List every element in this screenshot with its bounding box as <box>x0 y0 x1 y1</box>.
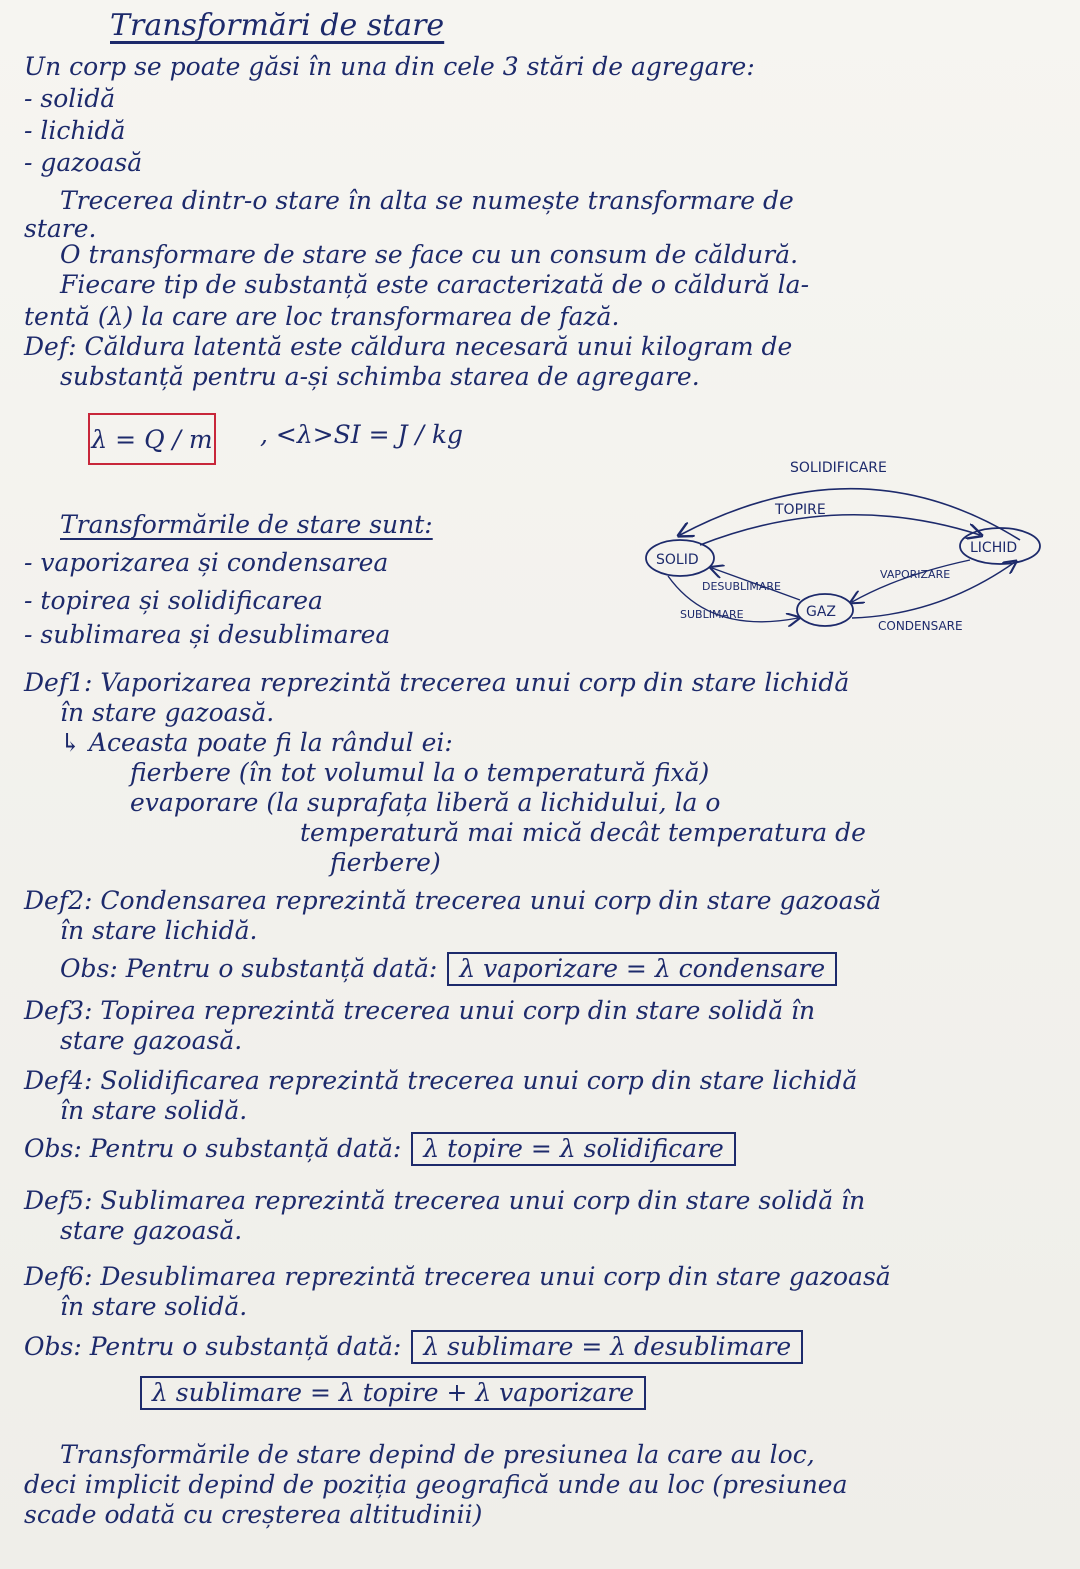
label-solidificare: SOLIDIFICARE <box>790 460 887 476</box>
arrow-topire <box>700 515 980 545</box>
label-gaz: GAZ <box>806 604 837 620</box>
state-diagram <box>640 450 1060 650</box>
def5-line: stare gazoasă. <box>60 1216 243 1245</box>
def3-line: stare gazoasă. <box>60 1026 243 1055</box>
transformations-heading: Transformările de stare sunt: <box>60 510 433 539</box>
def4-line: în stare solidă. <box>60 1096 248 1125</box>
label-lichid: LICHID <box>970 540 1018 556</box>
latent-heat-formula: λ = Q / m <box>91 424 213 454</box>
def4-line: Def4: Solidificarea reprezintă trecerea unui corp din stare lichidă <box>24 1066 858 1095</box>
obs2-formula-box: λ topire = λ solidificare <box>411 1132 735 1166</box>
closing-line: scade odată cu creșterea altitudinii) <box>24 1500 483 1529</box>
transformation-item: - vaporizarea și condensarea <box>24 548 389 577</box>
label-vaporizare: VAPORIZARE <box>880 568 951 581</box>
def3-line: Def3: Topirea reprezintă trecerea unui corp din stare solidă în <box>24 996 816 1025</box>
def1-line: ↳ Aceasta poate fi la rândul ei: <box>60 728 453 757</box>
obs1-label: Obs: Pentru o substanță dată: <box>60 954 438 983</box>
def6-line: în stare solidă. <box>60 1292 248 1321</box>
def6-line: Def6: Desublimarea reprezintă trecerea unui corp din stare gazoasă <box>24 1262 891 1291</box>
label-sublimare: SUBLIMARE <box>680 608 744 621</box>
obs1 <box>60 952 837 986</box>
def1-line: fierbere) <box>330 848 441 877</box>
obs1-formula-box: λ vaporizare = λ condensare <box>447 952 837 986</box>
paragraph-line: stare. <box>24 214 97 243</box>
sum-formula-box: λ sublimare = λ topire + λ vaporizare <box>140 1376 646 1410</box>
paragraph-line: Fiecare tip de substanță este caracterizată de o căldură la- <box>60 270 810 299</box>
state-solid: - solidă <box>24 84 116 113</box>
arrow-vaporizare <box>852 560 970 602</box>
intro-line: Un corp se poate găsi în una din cele 3 stări de agregare: <box>24 52 755 81</box>
closing-line: Transformările de stare depind de presiunea la care au loc, <box>60 1440 815 1469</box>
sum-formula <box>130 1376 646 1410</box>
def1-line: fierbere (în tot volumul la o temperatură fixă) <box>130 758 710 787</box>
label-desublimare: DESUBLIMARE <box>702 580 781 593</box>
obs2 <box>24 1132 736 1166</box>
state-liquid: - lichidă <box>24 116 126 145</box>
obs3 <box>24 1330 803 1364</box>
def1-line: evaporare (la suprafața liberă a lichidului, la o <box>130 788 721 817</box>
state-gas: - gazoasă <box>24 148 143 177</box>
def1-line: Def1: Vaporizarea reprezintă trecerea unui corp din stare lichidă <box>24 668 850 697</box>
obs3-formula-box: λ sublimare = λ desublimare <box>411 1330 803 1364</box>
obs3-label: Obs: Pentru o substanță dată: <box>24 1332 402 1361</box>
label-topire: TOPIRE <box>775 502 826 518</box>
label-condensare: CONDENSARE <box>878 619 963 633</box>
transformation-item: - topirea și solidificarea <box>24 586 323 615</box>
def5-line: Def5: Sublimarea reprezintă trecerea unui corp din stare solidă în <box>24 1186 866 1215</box>
obs2-label: Obs: Pentru o substanță dată: <box>24 1134 402 1163</box>
def1-line: în stare gazoasă. <box>60 698 275 727</box>
paragraph-line: tentă (λ) la care are loc transformarea de fază. <box>24 302 620 331</box>
def2-line: în stare lichidă. <box>60 916 258 945</box>
latent-heat-formula-box <box>88 413 216 465</box>
page-title: Transformări de stare <box>110 8 445 43</box>
transformation-item: - sublimarea și desublimarea <box>24 620 391 649</box>
paragraph-line: Trecerea dintr-o stare în alta se numește transformare de <box>60 186 794 215</box>
closing-line: deci implicit depind de poziția geografică unde au loc (presiunea <box>24 1470 848 1499</box>
definition-latent-heat: Def: Căldura latentă este căldura necesară unui kilogram de <box>24 332 793 361</box>
def1-line: temperatură mai mică decât temperatura de <box>300 818 866 847</box>
definition-latent-heat-cont: substanță pentru a-și schimba starea de agregare. <box>60 362 700 391</box>
si-unit: , <λ>SI = J / kg <box>260 420 463 449</box>
label-solid: SOLID <box>656 552 699 568</box>
paragraph-line: O transformare de stare se face cu un consum de căldură. <box>60 240 799 269</box>
def2-line: Def2: Condensarea reprezintă trecerea unui corp din stare gazoasă <box>24 886 882 915</box>
